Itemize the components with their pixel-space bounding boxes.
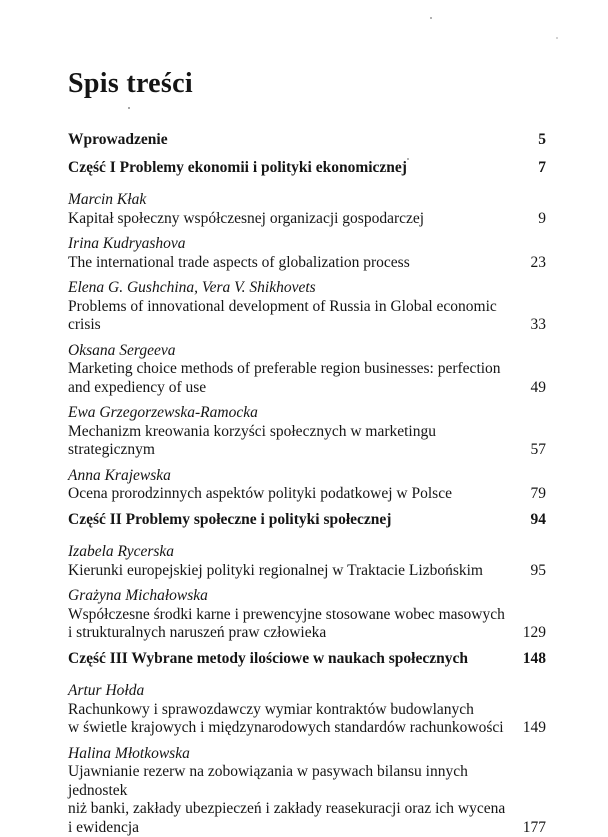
entry-page-number: 129 bbox=[520, 624, 546, 643]
entry-title: Marketing choice methods of preferable region businesses: perfection and expediency of use bbox=[68, 360, 508, 397]
toc-entry-krajewska bbox=[68, 467, 546, 504]
entry-title: Kierunki europejskiej polityki regionalnej w Traktacie Lizbońskim bbox=[68, 562, 508, 581]
entry-author: Artur Hołda bbox=[68, 682, 546, 701]
entry-author: Anna Krajewska bbox=[68, 467, 546, 486]
entry-author: Marcin Kłak bbox=[68, 191, 546, 210]
entry-page-number: 33 bbox=[520, 316, 546, 335]
entry-page-number: 177 bbox=[520, 819, 546, 837]
entry-page-number: 95 bbox=[520, 562, 546, 581]
entry-page-number: 149 bbox=[520, 719, 546, 738]
scan-speck bbox=[430, 17, 432, 19]
section-label: Część II Problemy społeczne i polityki społecznej bbox=[68, 511, 391, 530]
toc-entry-rycerska bbox=[68, 543, 546, 580]
toc-entry-gushchina-shikhovets bbox=[68, 279, 546, 335]
scan-speck bbox=[556, 37, 558, 39]
toc-entry-holda bbox=[68, 682, 546, 738]
section-page-number: 148 bbox=[520, 650, 546, 669]
page-title: Spis treści bbox=[68, 69, 546, 99]
entry-page-number: 49 bbox=[520, 379, 546, 398]
entry-page-number: 57 bbox=[520, 441, 546, 460]
scan-speck bbox=[407, 158, 409, 160]
section-page-number: 5 bbox=[520, 131, 546, 150]
entry-author: Izabela Rycerska bbox=[68, 543, 546, 562]
section-page-number: 94 bbox=[520, 511, 546, 530]
section-page-number: 7 bbox=[520, 159, 546, 178]
toc-section-czesc-2 bbox=[68, 511, 546, 530]
entry-title: Ocena prorodzinnych aspektów polityki podatkowej w Polsce bbox=[68, 485, 508, 504]
entry-title: Współczesne środki karne i prewencyjne stosowane wobec masowych i strukturalnych naruszeń praw człowieka bbox=[68, 606, 508, 643]
toc-section-czesc-3 bbox=[68, 650, 546, 669]
entry-page-number: 79 bbox=[520, 485, 546, 504]
entry-author: Oksana Sergeeva bbox=[68, 342, 546, 361]
entry-title: The international trade aspects of globalization process bbox=[68, 254, 508, 273]
toc-entry-sergeeva bbox=[68, 342, 546, 398]
toc-entry-kudryashova bbox=[68, 235, 546, 272]
toc-section-czesc-1 bbox=[68, 159, 546, 178]
scan-speck bbox=[128, 107, 130, 109]
entry-title: Problems of innovational development of Russia in Global economic crisis bbox=[68, 298, 508, 335]
toc-entry-michalowska bbox=[68, 587, 546, 643]
entry-author: Ewa Grzegorzewska-Ramocka bbox=[68, 404, 546, 423]
toc-entry-mlotkowska bbox=[68, 745, 546, 837]
entry-page-number: 23 bbox=[520, 254, 546, 273]
entry-title: Kapitał społeczny współczesnej organizacji gospodarczej bbox=[68, 210, 508, 229]
section-label: Część III Wybrane metody ilościowe w naukach społecznych bbox=[68, 650, 468, 669]
toc-entry-grzegorzewska-ramocka bbox=[68, 404, 546, 460]
entry-author: Halina Młotkowska bbox=[68, 745, 546, 764]
section-label: Wprowadzenie bbox=[68, 131, 168, 150]
entry-title: Mechanizm kreowania korzyści społecznych w marketingu strategicznym bbox=[68, 423, 508, 460]
section-label: Część I Problemy ekonomii i polityki ekonomicznej bbox=[68, 159, 407, 178]
entry-author: Elena G. Gushchina, Vera V. Shikhovets bbox=[68, 279, 546, 298]
entry-page-number: 9 bbox=[520, 210, 546, 229]
toc-entry-klak bbox=[68, 191, 546, 228]
toc-section-wprowadzenie bbox=[68, 131, 546, 150]
entry-author: Grażyna Michałowska bbox=[68, 587, 546, 606]
entry-title: Ujawnianie rezerw na zobowiązania w pasywach bilansu innych jednostek niż banki, zakłady ubezpieczeń i zakłady reasekuracji oraz ich wycena i ewidencja bbox=[68, 763, 508, 837]
entry-author: Irina Kudryashova bbox=[68, 235, 546, 254]
entry-title: Rachunkowy i sprawozdawczy wymiar kontraktów budowlanych w świetle krajowych i międzynarodowych standardów rachunkowości bbox=[68, 701, 508, 738]
